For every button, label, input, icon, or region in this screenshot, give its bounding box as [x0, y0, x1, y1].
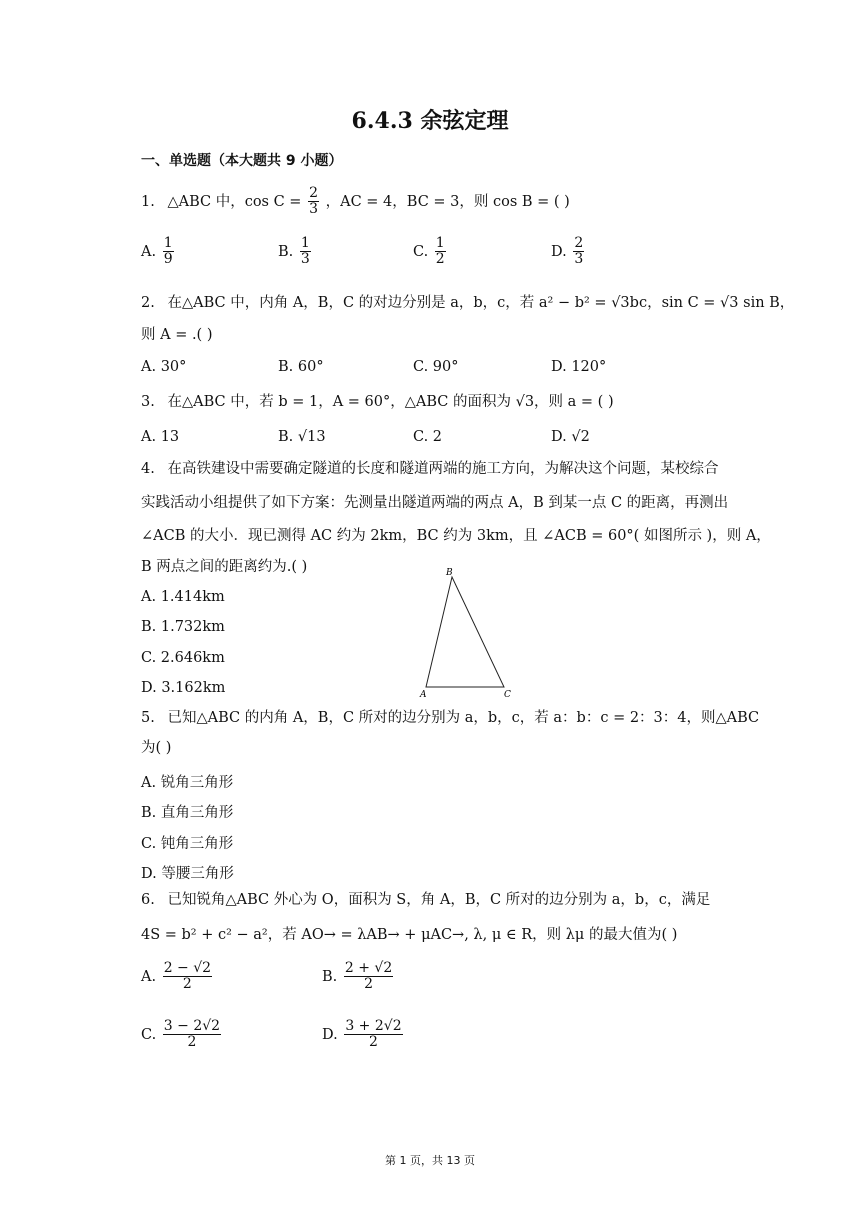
- question-5-option-d[interactable]: [141, 862, 234, 883]
- question-2-text: 在△ABC 中，内角 A，B，C 的对边分别是 a，b，c，若 a² − b² = √3bc，sin C = √3 sin B，: [167, 295, 795, 311]
- question-4-line-1: [141, 462, 718, 477]
- option-label: D.: [141, 866, 157, 882]
- question-1-fraction: [308, 186, 319, 218]
- question-6-option-b[interactable]: [322, 961, 395, 993]
- option-text: 2.646km: [160, 650, 225, 666]
- option-label: C.: [413, 359, 429, 375]
- option-label: C.: [141, 1026, 157, 1043]
- question-3-option-b[interactable]: [278, 429, 326, 445]
- option-label: B.: [278, 359, 294, 375]
- fraction-numerator: 1: [435, 235, 445, 251]
- fraction-numerator: 3 − 2√2: [163, 1018, 221, 1034]
- fraction-denominator: 3: [300, 251, 310, 268]
- option-fraction: [163, 236, 174, 268]
- question-1-option-d[interactable]: [551, 236, 586, 268]
- fraction-numerator: 3 + 2√2: [345, 1018, 402, 1034]
- question-1-text-pre: △ABC 中，cos C =: [167, 193, 302, 210]
- question-6-line-2: 4S = b² + c² − a²，若 AO→ = λAB→ + μAC→, λ, μ ∈ R，则 λμ 的最大值为( ): [141, 927, 678, 943]
- question-4-option-a[interactable]: [141, 589, 225, 605]
- fraction-denominator: 2: [435, 251, 445, 268]
- option-label: C.: [141, 650, 157, 666]
- option-text: 直角三角形: [160, 805, 234, 821]
- option-label: A.: [141, 589, 157, 605]
- option-text: 90°: [432, 359, 459, 375]
- triangle-shape: [426, 577, 504, 687]
- question-4-option-c[interactable]: [141, 650, 225, 666]
- question-2-number: 2.: [141, 295, 155, 311]
- option-label: D.: [551, 359, 567, 375]
- question-4-text: 在高铁建设中需要确定隧道的长度和隧道两端的施工方向，为解决这个问题，某校综合: [167, 461, 719, 477]
- question-3-text: 在△ABC 中，若 b = 1，A = 60°，△ABC 的面积为 √3，则 a = ( ): [167, 394, 614, 410]
- question-2-option-b[interactable]: [278, 359, 324, 375]
- option-label: B.: [322, 968, 338, 985]
- question-2-line-1: [141, 296, 794, 311]
- fraction-numerator: 2: [309, 185, 318, 201]
- question-4-option-d[interactable]: [141, 680, 225, 696]
- fraction-numerator: 1: [163, 235, 173, 251]
- question-5-option-b[interactable]: [141, 801, 233, 822]
- option-label: D.: [322, 1026, 338, 1043]
- fraction-denominator: 3: [309, 201, 318, 218]
- option-fraction: [163, 961, 212, 993]
- option-label: A.: [141, 968, 157, 985]
- option-label: B.: [141, 805, 157, 821]
- question-6-text: 已知锐角△ABC 外心为 O，面积为 S，角 A，B，C 所对的边分别为 a，b，c，满足: [167, 892, 711, 908]
- option-label: B.: [278, 243, 294, 260]
- vertex-label-b: B: [446, 568, 453, 578]
- option-text: 1.414km: [160, 589, 225, 605]
- option-fraction: [300, 236, 311, 268]
- option-text: 等腰三角形: [161, 866, 234, 882]
- option-label: C.: [413, 429, 429, 445]
- option-text: 1.732km: [160, 619, 225, 635]
- question-6-option-c[interactable]: [141, 1019, 223, 1051]
- vertex-label-a: A: [420, 690, 427, 700]
- fraction-denominator: 2: [182, 976, 192, 993]
- option-label: C.: [413, 243, 429, 260]
- option-fraction: [163, 1019, 221, 1051]
- fraction-numerator: 2 + √2: [344, 960, 393, 976]
- question-4-line-2: 实践活动小组提供了如下方案：先测量出隧道两端的两点 A，B 到某一点 C 的距离，再测出: [141, 495, 729, 511]
- page-footer: 第 1 页，共 13 页: [385, 1154, 475, 1167]
- option-label: A.: [141, 775, 157, 791]
- option-text: √2: [571, 429, 590, 445]
- question-6-line-1: [141, 893, 710, 908]
- question-2-line-2: 则 A = .( ): [141, 327, 213, 343]
- question-3-number: 3.: [141, 394, 155, 410]
- option-label: D.: [551, 429, 567, 445]
- option-fraction: [344, 1019, 402, 1051]
- option-text: 钝角三角形: [160, 836, 234, 852]
- question-4-number: 4.: [141, 461, 155, 477]
- question-3-option-d[interactable]: [551, 429, 590, 445]
- question-4-line-3: ∠ACB 的大小．现已测得 AC 约为 2km，BC 约为 3km，且 ∠ACB = 60°( 如图所示 )，则 A，: [141, 528, 771, 544]
- question-5-line-2: 为( ): [141, 740, 172, 756]
- option-label: D.: [551, 243, 567, 260]
- question-2-option-c[interactable]: [413, 359, 459, 375]
- question-5-line-1: [141, 711, 759, 726]
- option-fraction: [573, 236, 584, 268]
- fraction-denominator: 2: [369, 1034, 378, 1051]
- question-5-option-c[interactable]: [141, 832, 233, 853]
- fraction-numerator: 2: [574, 235, 584, 251]
- fraction-numerator: 2 − √2: [163, 960, 212, 976]
- option-text: √13: [297, 429, 326, 445]
- question-4-line-4: B 两点之间的距离约为.( ): [141, 559, 308, 575]
- option-label: D.: [141, 680, 157, 696]
- option-label: C.: [141, 836, 157, 852]
- question-6-option-a[interactable]: [141, 961, 214, 993]
- question-1-text-post: ，AC = 4，BC = 3，则 cos B = ( ): [325, 193, 570, 210]
- question-1-option-c[interactable]: [413, 236, 448, 268]
- question-3-option-a[interactable]: [141, 429, 179, 445]
- question-5-text: 已知△ABC 的内角 A，B，C 所对的边分别为 a，b，c，若 a：b：c = 2：3：4，则△ABC: [167, 710, 760, 726]
- question-5-number: 5.: [141, 710, 155, 726]
- question-1-option-a[interactable]: [141, 236, 176, 268]
- option-text: 30°: [160, 359, 187, 375]
- option-fraction: [344, 961, 393, 993]
- option-label: B.: [141, 619, 157, 635]
- question-5-option-a[interactable]: [141, 771, 233, 792]
- option-text: 2: [432, 429, 443, 445]
- section-heading: 一、单选题（本大题共 9 小题）: [141, 153, 343, 169]
- question-6-option-d[interactable]: [322, 1019, 405, 1051]
- option-label: A.: [141, 429, 157, 445]
- option-label: A.: [141, 243, 157, 260]
- triangle-figure: [410, 565, 520, 700]
- option-fraction: [435, 236, 446, 268]
- question-3: [141, 395, 614, 410]
- page-title: 6.4.3 余弦定理: [351, 108, 509, 134]
- question-1-number: 1.: [141, 193, 155, 210]
- question-6-number: 6.: [141, 892, 155, 908]
- fraction-denominator: 2: [187, 1034, 197, 1051]
- question-2-option-a[interactable]: [141, 359, 186, 375]
- fraction-denominator: 3: [574, 251, 584, 268]
- option-text: 120°: [571, 359, 607, 375]
- option-text: 锐角三角形: [160, 775, 234, 791]
- question-3-option-c[interactable]: [413, 429, 442, 445]
- vertex-label-c: C: [504, 690, 511, 700]
- fraction-numerator: 1: [300, 235, 310, 251]
- option-label: A.: [141, 359, 157, 375]
- fraction-denominator: 2: [364, 976, 374, 993]
- fraction-denominator: 9: [163, 251, 173, 268]
- option-text: 60°: [297, 359, 324, 375]
- question-2-option-d[interactable]: [551, 359, 606, 375]
- option-text: 3.162km: [161, 680, 226, 696]
- question-4-option-b[interactable]: [141, 619, 225, 635]
- question-1: [141, 186, 570, 218]
- option-text: 13: [160, 429, 180, 445]
- option-label: B.: [278, 429, 294, 445]
- question-1-option-b[interactable]: [278, 236, 313, 268]
